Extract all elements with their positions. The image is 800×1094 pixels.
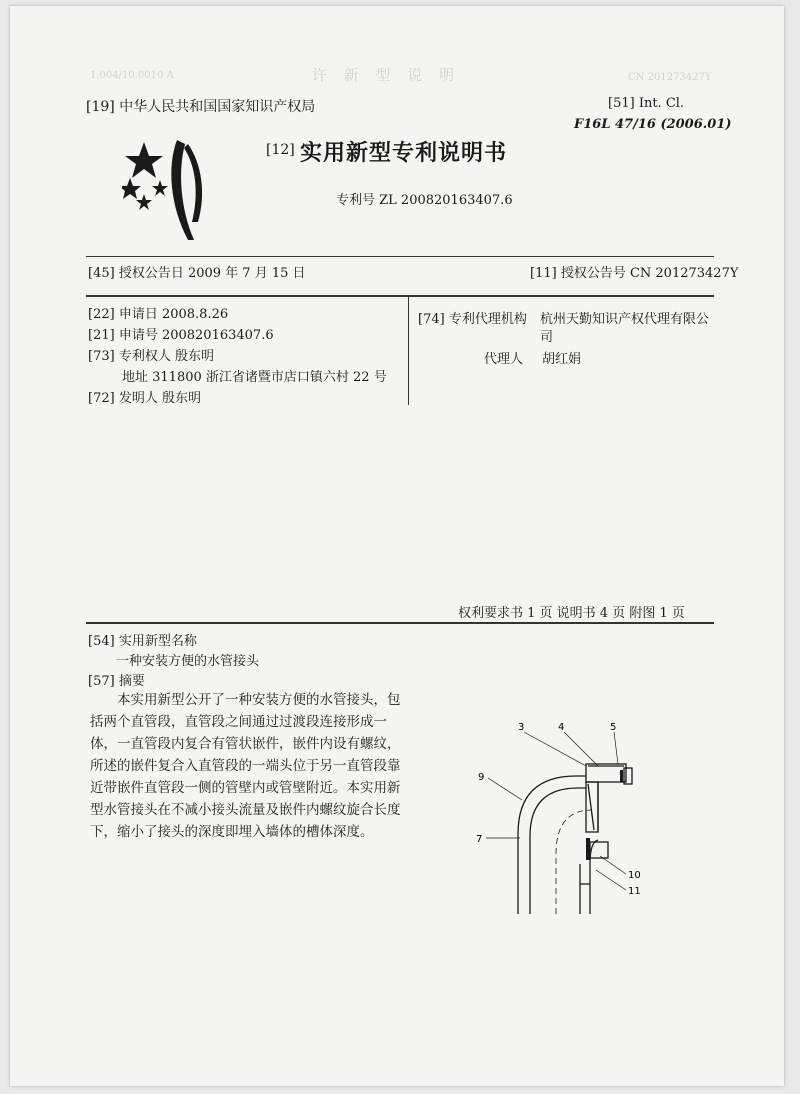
- agent-value: 胡红娟: [542, 352, 582, 367]
- divider: [86, 256, 714, 257]
- pages-info: 权利要求书 1 页 说明书 4 页 附图 1 页: [458, 606, 685, 621]
- grant-publication-date: [45] 授权公告日 2009 年 7 月 15 日: [88, 266, 306, 281]
- divider: [86, 295, 714, 297]
- intcl-value: F16L 47/16 (2006.01): [574, 117, 732, 132]
- agency-value: 杭州天勤知识产权代理有限公: [540, 312, 710, 327]
- figure-label-9: 9: [478, 772, 485, 783]
- pipe-fitting-drawing: [468, 714, 678, 924]
- application-number: [21] 申请号 200820163407.6: [88, 328, 274, 343]
- abstract-text: 本实用新型公开了一种安装方便的水管接头，包括两个直管段，直管段之间通过过渡段连接形成一体，一直管段内复合有管状嵌件，嵌件内设有螺纹，所述的嵌件复合入直管段的一端头位于另一直管段靠近带嵌件直管段一侧的管壁内或管壁附近。本实用新型水管接头在不减小接头流量及嵌件内螺纹旋合长度下，缩小了接头的深度即埋入墙体的槽体深度。: [90, 692, 401, 840]
- utility-model-title: 一种安装方便的水管接头: [116, 654, 260, 669]
- abstract-body: [90, 689, 412, 843]
- divider: [86, 622, 714, 624]
- figure-label-10: 10: [628, 870, 641, 881]
- address: 地址 311800 浙江省诸暨市店口镇六村 22 号: [122, 370, 387, 385]
- figure-label-3: 3: [518, 722, 525, 733]
- doc-type-number: [12]: [266, 142, 295, 158]
- title-label: [54] 实用新型名称: [88, 634, 197, 649]
- figure-label-7: 7: [476, 834, 483, 845]
- ghost-header-right: CN 201273427Y: [628, 72, 712, 83]
- agent-label: 代理人: [484, 352, 524, 367]
- application-date: [22] 申请日 2008.8.26: [88, 307, 229, 322]
- ghost-header-left: 1.004/10.0010 A: [90, 70, 174, 81]
- figure-label-5: 5: [610, 722, 617, 733]
- abstract-label: [57] 摘要: [88, 674, 145, 689]
- figure-label-4: 4: [558, 722, 565, 733]
- patentee: [73] 专利权人 殷东明: [88, 349, 214, 364]
- doc-type-title: 实用新型专利说明书: [300, 140, 508, 166]
- cnipa-logo-icon: [122, 136, 212, 244]
- patent-page: [10, 6, 784, 1086]
- divider: [408, 295, 409, 405]
- agency-label: [74] 专利代理机构: [418, 312, 527, 327]
- figure-label-11: 11: [628, 886, 641, 897]
- issuing-office: [19] 中华人民共和国国家知识产权局: [86, 99, 316, 115]
- inventor: [72] 发明人 殷东明: [88, 391, 201, 406]
- patent-number: 专利号 ZL 200820163407.6: [336, 193, 513, 208]
- agency-value-cont: 司: [540, 330, 554, 345]
- ghost-header-center: 许 新 型 说 明: [312, 66, 461, 84]
- intcl-label: [51] Int. Cl.: [608, 96, 685, 111]
- grant-publication-number: [11] 授权公告号 CN 201273427Y: [530, 266, 739, 281]
